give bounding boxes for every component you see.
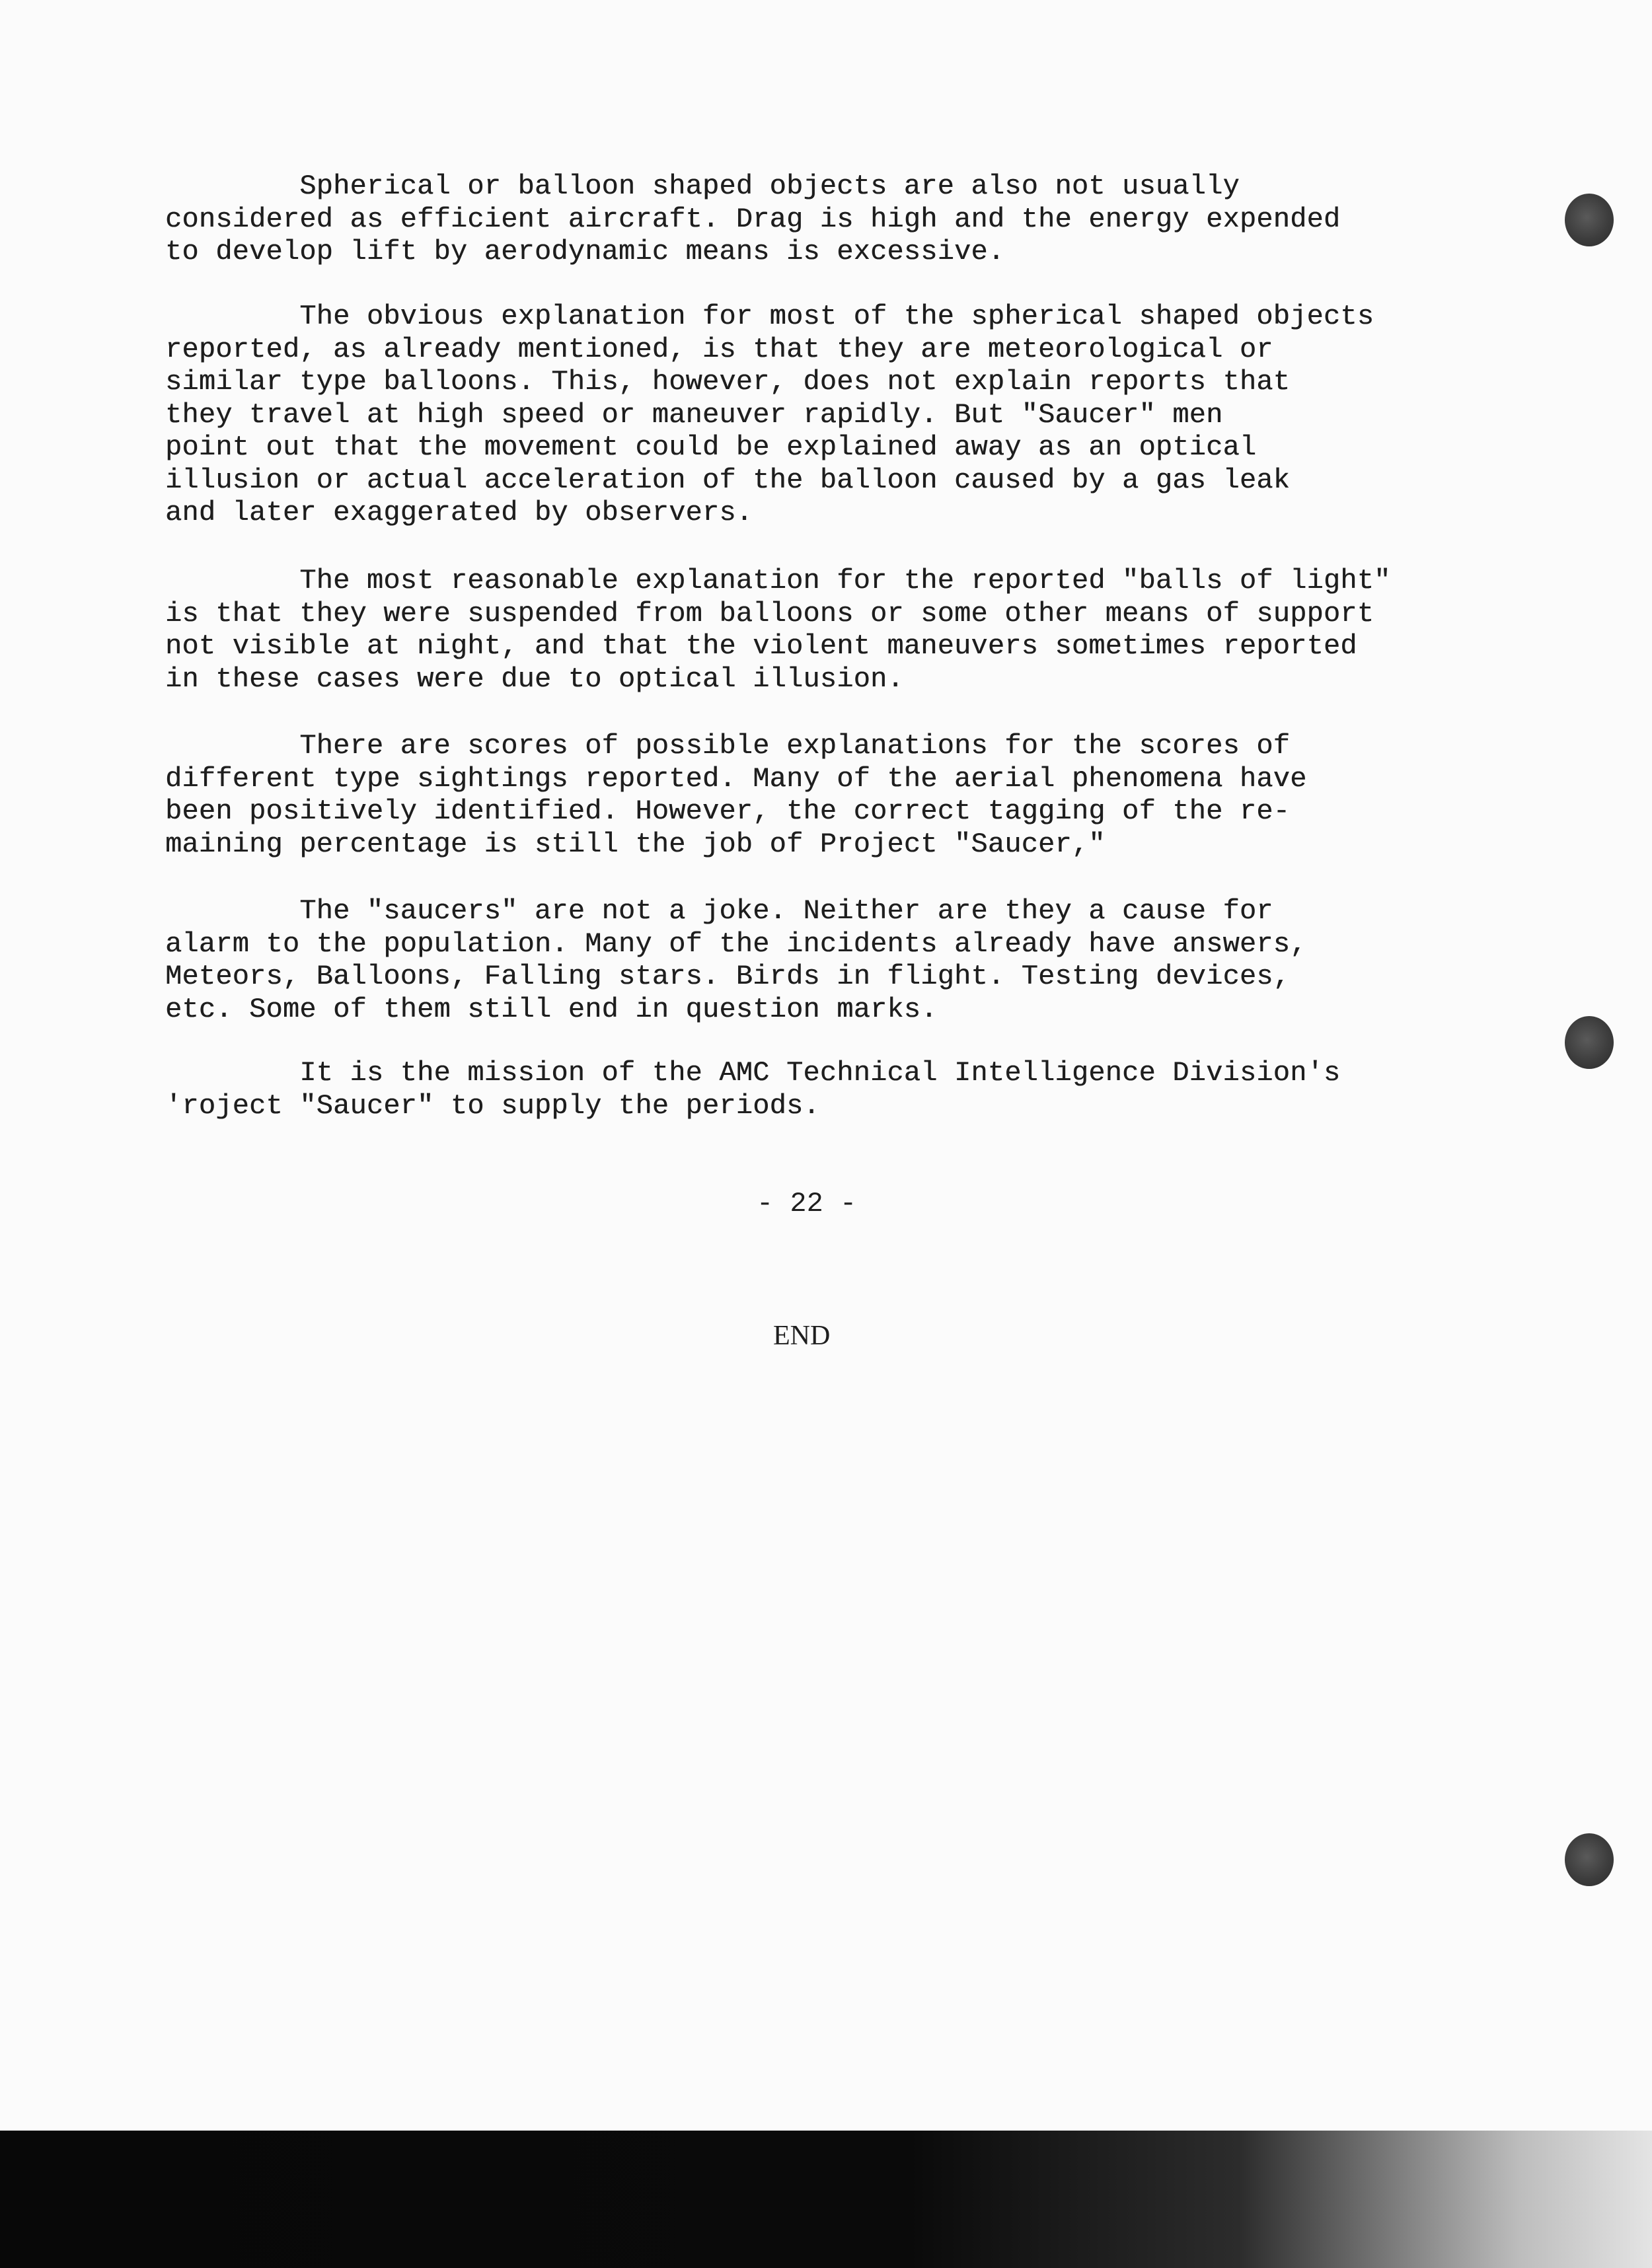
page-number: - 22 -: [757, 1188, 857, 1220]
paragraph-not-a-joke: The "saucers" are not a joke. Neither are they a cause for alarm to the population. Many of the incidents already have answers, Meteors, Balloons, Falling stars. Birds in flight. Testing devices, etc. Some of them still end in question marks.: [165, 895, 1307, 1025]
punch-hole-top: [1565, 194, 1614, 246]
end-mark: END: [773, 1321, 831, 1351]
paragraph-mission: It is the mission of the AMC Technical Intelligence Division's 'roject "Saucer" to supply the periods.: [165, 1057, 1341, 1122]
punch-hole-middle: [1565, 1016, 1614, 1069]
paragraph-balls-of-light: The most reasonable explanation for the reported "balls of light" is that they were suspended from balloons or some other means of support not visible at night, and that the violent maneuvers sometimes reported in these cases were due to optical illusion.: [165, 565, 1391, 695]
paragraph-spherical-objects: Spherical or balloon shaped objects are also not usually considered as efficient aircraft. Drag is high and the energy expended to develop lift by aerodynamic means is excessive.: [165, 170, 1341, 268]
punch-hole-bottom: [1565, 1833, 1614, 1886]
paragraph-possible-explanations: There are scores of possible explanations for the scores of different type sightings reported. Many of the aerial phenomena have been positively identified. However, the correct tagging of the re- maining percentage is still the job of Project "Saucer,": [165, 730, 1307, 860]
scanner-background-strip: [0, 2131, 1652, 2268]
paragraph-obvious-explanation: The obvious explanation for most of the spherical shaped objects reported, as already mentioned, is that they are meteorological or similar type balloons. This, however, does not explain reports that they travel at high speed or maneuver rapidly. But "Saucer" men point out that the movement could be explained away as an optical illusion or actual acceleration of the balloon caused by a gas leak and later exaggerated by observers.: [165, 301, 1374, 529]
